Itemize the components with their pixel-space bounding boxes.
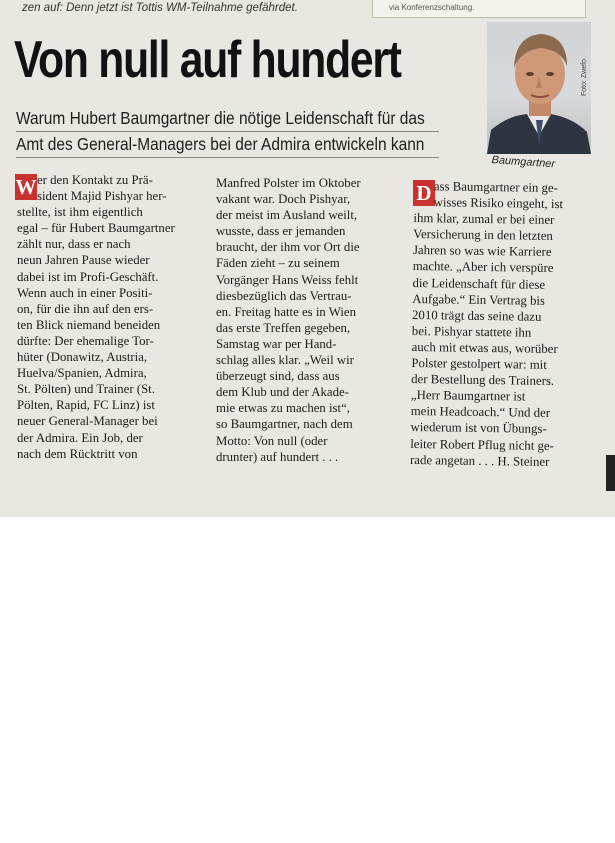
text-line: mie etwas zu machen ist“, (216, 401, 350, 416)
text-line: auch mit etwas aus, worüber (411, 339, 558, 356)
dropcap: D (413, 180, 435, 206)
text-line: ten Blick niemand beneiden (17, 317, 161, 332)
text-column-3 (410, 178, 563, 470)
headline: Von null auf hundert (14, 31, 401, 89)
text-line: der Admira. Ein Job, der (17, 430, 143, 445)
text-line: ass Baumgartner ein ge- (433, 179, 558, 196)
text-line: ihm klar, zumal er bei einer (413, 211, 555, 228)
text-line: dabei ist im Profi-Geschäft. (17, 269, 159, 284)
text-line: hüter (Donawitz, Austria, (17, 350, 148, 365)
text-line: der Bestellung des Trainers. (411, 372, 555, 389)
portrait-illustration (487, 22, 591, 154)
photo-credit: Foto: Zwefo (581, 59, 588, 96)
text-line: sident Majid Pishyar her- (37, 189, 167, 204)
text-line: Samstag war per Hand- (216, 336, 337, 351)
text-line: mein Headcoach.“ Und der (410, 404, 551, 421)
text-line: zählt nur, dass er nach (17, 237, 131, 252)
text-line: Pölten, Rapid, FC Linz) ist (17, 398, 155, 413)
text-line: das erste Treffen gegeben, (216, 320, 351, 335)
text-line: nach dem Rücktritt von (17, 446, 138, 461)
text-line: neuer General-Manager bei (17, 414, 158, 429)
text-line: braucht, der ihm vor Ort die (216, 240, 360, 255)
text-line: Polster gestolpert war: mit (411, 356, 547, 372)
text-line: er den Kontakt zu Prä- (37, 173, 153, 187)
text-line: stellte, ist ihm eigentlich (17, 205, 143, 220)
text-column-1 (17, 172, 175, 462)
text-line: so Baumgartner, nach dem (216, 417, 353, 432)
text-line: dürfte: Der ehemalige Tor- (17, 333, 154, 348)
subheadline (16, 106, 486, 158)
text-line: St. Pölten) und Trainer (St. (17, 382, 155, 397)
text-line: 2010 trägt das seine dazu (411, 307, 542, 324)
text-line: der meist im Ausland weilt, (216, 208, 358, 223)
text-line: en. Freitag hatte es in Wien (216, 304, 356, 319)
photo-caption: Baumgartner (491, 154, 556, 171)
text-line: egal – für Hubert Baumgartner (17, 221, 175, 236)
text-line: machte. „Aber ich verspüre (412, 259, 554, 276)
text-column-2 (216, 175, 361, 465)
text-line: „Herr Baumgartner ist (410, 388, 526, 404)
text-line: überzeugt sind, dass aus (216, 369, 340, 384)
text-line: leiter Robert Pflug nicht ge- (410, 436, 554, 453)
text-line: Jahren so was wie Karriere (412, 243, 552, 260)
text-line: Versicherung in den letzten (413, 227, 553, 244)
text-line: die Leidenschaft für diese (412, 275, 546, 292)
subheadline-line: Warum Hubert Baumgartner die nötige Leidenschaft für das (16, 106, 439, 132)
text-line: Fäden zieht – zu seinem (216, 256, 340, 271)
text-line: rade angetan . . . H. Steiner (409, 452, 550, 469)
text-line: schlag alles klar. „Weil wir (216, 353, 354, 368)
text-line: diesbezüglich das Vertrau- (216, 288, 352, 303)
subheadline-line: Amt des General-Managers bei der Admira entwickeln kann (16, 132, 439, 158)
scan-edge-mark (606, 455, 615, 491)
text-line: on, für die ihn auf den ers- (17, 301, 154, 316)
text-line: Huelva/Spanien, Admira, (17, 366, 147, 381)
text-line: neun Jahren Pause wieder (17, 253, 150, 268)
adjacent-article-box: via Konferenzschaltung. (372, 0, 586, 18)
previous-article-tail: zen auf: Denn jetzt ist Tottis WM-Teilnahme gefährdet. (22, 2, 298, 14)
text-line: vakant war. Doch Pishyar, (216, 192, 351, 207)
text-line: Vorgänger Hans Weiss fehlt (216, 272, 359, 287)
text-line: Aufgabe.“ Ein Vertrag bis (412, 291, 546, 308)
text-line: Wenn auch in einer Positi- (17, 285, 153, 300)
text-line: dem Klub und der Akade- (216, 385, 349, 400)
text-line: wisses Risiko eingeht, ist (433, 195, 564, 212)
text-line: wiederum ist von Übungs- (410, 420, 547, 437)
portrait-photo (487, 22, 591, 154)
text-line: Motto: Von null (oder (216, 433, 328, 448)
text-line: Manfred Polster im Oktober (216, 176, 361, 190)
text-line: wusste, dass er jemanden (216, 224, 346, 239)
text-line: drunter) auf hundert . . . (216, 449, 339, 464)
dropcap: W (15, 175, 37, 199)
text-line: bei. Pishyar stattete ihn (411, 323, 532, 340)
